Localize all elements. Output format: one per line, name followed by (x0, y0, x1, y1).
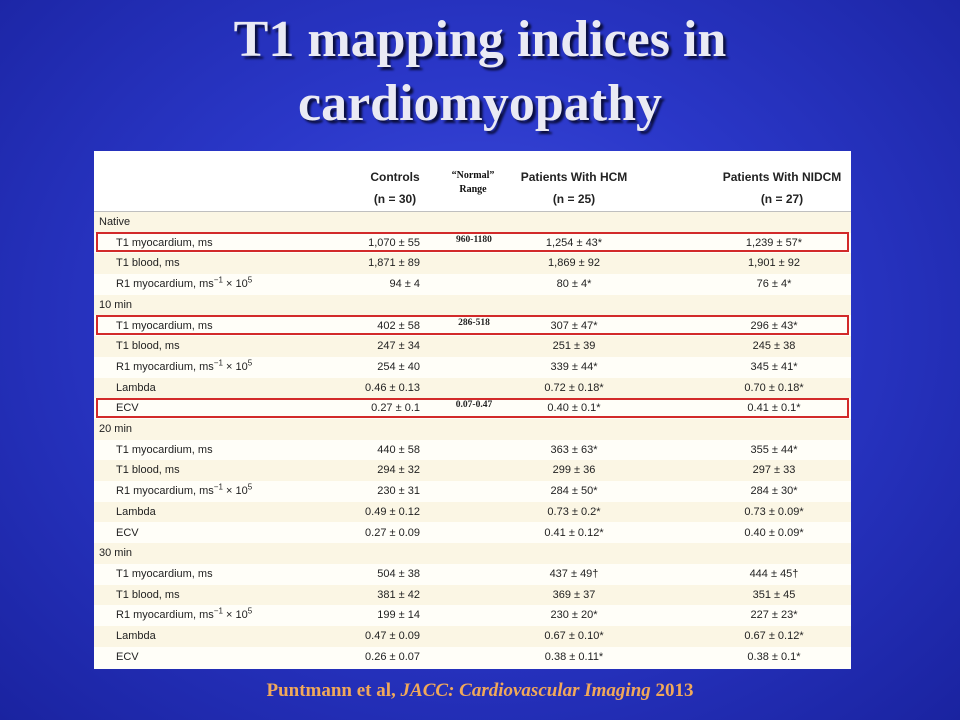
header-controls-n: (n = 30) (373, 192, 417, 206)
cell-nidcm: 297 ± 33 (752, 464, 796, 477)
cell-nidcm: 1,239 ± 57* (745, 236, 803, 249)
unit-power: 5 (247, 358, 253, 368)
cell-hcm: 339 ± 44* (550, 360, 598, 373)
row-label-text: T1 myocardium, ms (116, 443, 213, 456)
table-row (94, 233, 851, 254)
table-row (94, 253, 851, 274)
table-row (94, 502, 851, 523)
unit-power: 5 (247, 275, 253, 285)
cell-controls: 294 ± 32 (377, 464, 420, 477)
cell-nidcm: 0.41 ± 0.1* (747, 402, 801, 415)
row-label-text: 10 min (99, 298, 133, 311)
cell-controls: 247 ± 34 (377, 340, 420, 353)
header-hcm (512, 166, 636, 210)
cell-nidcm: 0.38 ± 0.1* (747, 650, 801, 663)
unit-multiplier: × 10 (222, 278, 248, 291)
section-label (99, 212, 130, 233)
row-label-text: ECV (116, 402, 139, 415)
cell-hcm: 1,254 ± 43* (545, 236, 603, 249)
cell-controls: 440 ± 58 (377, 443, 420, 456)
row-label (116, 233, 213, 254)
cell-nidcm: 227 ± 23* (750, 609, 798, 622)
cell-hcm: 369 ± 37 (552, 588, 596, 601)
cell-hcm: 0.72 ± 0.18* (544, 381, 604, 394)
header-nidcm-label: Patients With NIDCM (722, 170, 842, 184)
header-controls (350, 166, 440, 210)
row-label (116, 440, 213, 461)
cell-hcm: 251 ± 39 (552, 340, 596, 353)
unit-multiplier: × 10 (222, 485, 248, 498)
cell-controls: 0.27 ± 0.09 (365, 526, 420, 539)
row-label-text: T1 myocardium, ms (116, 236, 213, 249)
section-row (94, 543, 851, 564)
header-nidcm-n: (n = 27) (760, 192, 804, 206)
cell-nidcm: 245 ± 38 (752, 340, 796, 353)
header-controls-label: Controls (370, 170, 420, 184)
cell-controls: 94 ± 4 (389, 278, 420, 291)
slide-title-line-2: cardiomyopathy (298, 75, 662, 132)
section-label (99, 543, 132, 564)
citation-journal: JACC: Cardiovascular Imaging (400, 680, 651, 701)
table-row (94, 336, 851, 357)
row-label-text: Lambda (116, 381, 156, 394)
row-label-text: R1 myocardium, ms (116, 609, 214, 622)
unit-power: 5 (247, 606, 253, 616)
table-header (94, 151, 851, 212)
cell-hcm: 0.40 ± 0.1* (547, 402, 601, 415)
unit-exponent: −1 (213, 606, 223, 616)
cell-normal-range: 0.07-0.47 (455, 400, 493, 411)
table-row (94, 605, 851, 626)
row-label (116, 523, 139, 544)
header-nidcm (714, 166, 850, 210)
slide-title-line-1: T1 mapping indices in (233, 11, 727, 68)
row-label-text: T1 blood, ms (116, 257, 180, 270)
cell-hcm: 437 ± 49† (549, 567, 599, 580)
table-row (94, 647, 851, 668)
cell-controls: 402 ± 58 (377, 319, 420, 332)
row-label-text: ECV (116, 526, 139, 539)
cell-controls: 0.26 ± 0.07 (365, 650, 420, 663)
row-label-text: T1 myocardium, ms (116, 319, 213, 332)
cell-hcm: 284 ± 50* (550, 485, 598, 498)
table-row (94, 626, 851, 647)
row-label (116, 378, 156, 399)
cell-hcm: 299 ± 36 (552, 464, 596, 477)
row-label (116, 316, 213, 337)
row-label (116, 336, 180, 357)
table-row (94, 398, 851, 419)
cell-nidcm: 296 ± 43* (750, 319, 798, 332)
citation-authors: Puntmann et al, (266, 680, 401, 701)
cell-nidcm: 351 ± 45 (752, 588, 796, 601)
row-label (116, 647, 139, 668)
row-label-text: Native (99, 216, 131, 228)
cell-controls: 199 ± 14 (377, 609, 420, 622)
cell-nidcm: 0.73 ± 0.09* (744, 505, 804, 518)
unit-exponent: −1 (213, 275, 223, 285)
row-label-text: T1 myocardium, ms (116, 567, 213, 580)
row-label-text: T1 blood, ms (116, 464, 180, 477)
row-label (116, 274, 252, 295)
header-hcm-label: Patients With HCM (520, 170, 628, 184)
row-label (116, 460, 180, 481)
table-row (94, 274, 851, 295)
cell-hcm: 1,869 ± 92 (548, 257, 600, 270)
row-label-text: Lambda (116, 505, 156, 518)
cell-controls: 0.47 ± 0.09 (365, 630, 420, 642)
row-label-text: T1 blood, ms (116, 340, 180, 353)
cell-controls: 254 ± 40 (377, 360, 420, 373)
cell-controls: 504 ± 38 (377, 567, 420, 580)
cell-hcm: 0.73 ± 0.2* (547, 505, 601, 518)
table-row (94, 357, 851, 378)
cell-hcm: 0.67 ± 0.10* (544, 630, 604, 642)
slide-title (0, 8, 960, 136)
cell-nidcm: 345 ± 41* (750, 360, 798, 373)
row-label-text: Lambda (116, 630, 156, 642)
row-label (116, 398, 139, 419)
cell-hcm: 0.38 ± 0.11* (544, 650, 604, 663)
row-label-text: T1 blood, ms (116, 588, 180, 601)
cell-hcm: 363 ± 63* (550, 443, 598, 456)
row-label-text: R1 myocardium, ms (116, 360, 214, 373)
row-label (116, 253, 180, 274)
cell-nidcm: 76 ± 4* (756, 278, 792, 291)
header-normal-line2: Range (459, 184, 487, 195)
table-row (94, 460, 851, 481)
cell-controls: 381 ± 42 (377, 588, 420, 601)
row-label (116, 481, 252, 502)
cell-nidcm: 0.67 ± 0.12* (744, 630, 804, 642)
row-label (116, 585, 180, 606)
cell-controls: 0.46 ± 0.13 (365, 381, 420, 394)
row-label (116, 357, 252, 378)
header-normal-line1: “Normal” (451, 170, 495, 181)
unit-exponent: −1 (213, 358, 223, 368)
cell-hcm: 307 ± 47* (550, 319, 598, 332)
unit-exponent: −1 (213, 482, 223, 492)
cell-nidcm: 1,901 ± 92 (748, 257, 800, 270)
section-label (99, 295, 132, 316)
citation (0, 680, 960, 702)
table-row (94, 564, 851, 585)
cell-hcm: 80 ± 4* (556, 278, 592, 291)
t1-mapping-table (94, 151, 851, 669)
cell-hcm: 0.41 ± 0.12* (544, 526, 604, 539)
cell-controls: 1,070 ± 55 (368, 236, 420, 249)
row-label (116, 626, 156, 647)
row-label (116, 502, 156, 523)
cell-normal-range: 286-518 (458, 317, 490, 328)
cell-nidcm: 284 ± 30* (750, 485, 798, 498)
header-normal-range (443, 169, 503, 197)
citation-year: 2013 (650, 680, 694, 701)
table-row (94, 585, 851, 606)
cell-nidcm: 355 ± 44* (750, 443, 798, 456)
table-row (94, 316, 851, 337)
unit-multiplier: × 10 (222, 609, 248, 622)
cell-controls: 230 ± 31 (377, 485, 420, 498)
unit-power: 5 (247, 482, 253, 492)
table-row (94, 481, 851, 502)
row-label (116, 605, 252, 626)
cell-controls: 1,871 ± 89 (368, 257, 420, 270)
row-label-text: R1 myocardium, ms (116, 278, 214, 291)
section-label (99, 419, 132, 440)
table-row (94, 523, 851, 544)
cell-nidcm: 0.70 ± 0.18* (744, 381, 804, 394)
cell-controls: 0.49 ± 0.12 (365, 505, 420, 518)
row-label-text: ECV (116, 650, 139, 663)
cell-normal-range: 960-1180 (456, 234, 492, 245)
cell-nidcm: 0.40 ± 0.09* (744, 526, 804, 539)
row-label-text: 20 min (99, 423, 133, 435)
row-label (116, 564, 213, 585)
section-row (94, 419, 851, 440)
row-label-text: 30 min (99, 547, 133, 560)
row-label-text: R1 myocardium, ms (116, 485, 214, 498)
unit-multiplier: × 10 (222, 360, 248, 373)
cell-controls: 0.27 ± 0.1 (371, 402, 420, 415)
header-hcm-n: (n = 25) (552, 192, 596, 206)
cell-hcm: 230 ± 20* (550, 609, 598, 622)
cell-nidcm: 444 ± 45† (749, 567, 799, 580)
table-row (94, 440, 851, 461)
